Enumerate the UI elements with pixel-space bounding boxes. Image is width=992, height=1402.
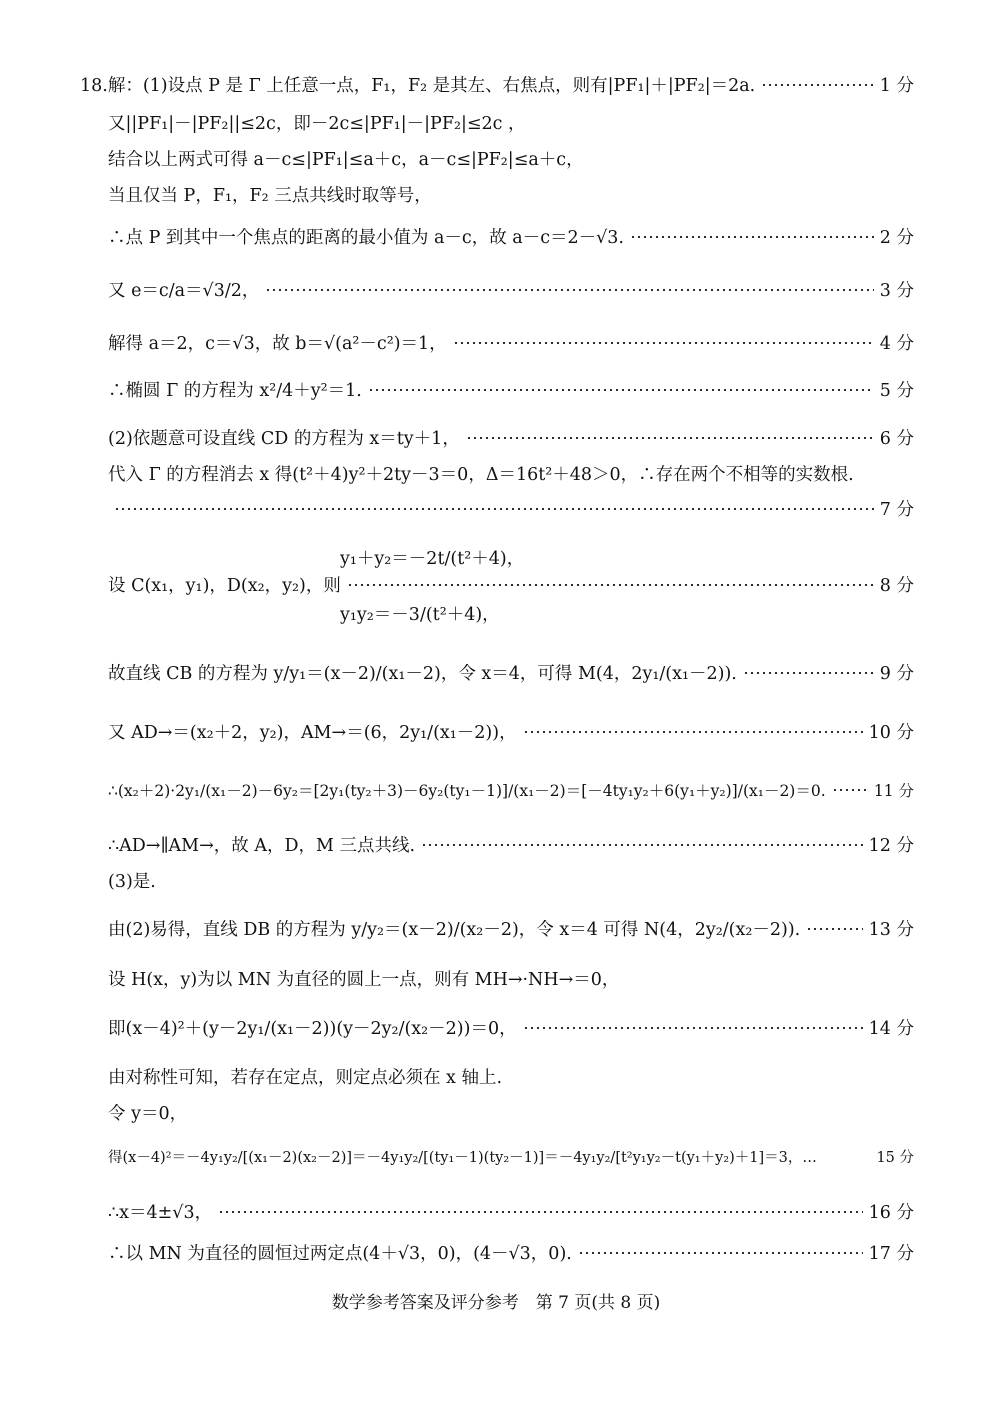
score-mark: 13 分: [868, 920, 914, 940]
dot-leader: [265, 289, 873, 291]
solution-line-1: 18.解：(1)设点 P 是 Γ 上任意一点，F₁，F₂ 是其左、右焦点，则有|PF₁|＋|PF₂|＝2a. 1 分: [80, 72, 914, 97]
dot-leader: [523, 731, 863, 733]
dot-leader: [832, 789, 868, 791]
score-mark: 7 分: [879, 500, 914, 520]
solution-line-17: ∴(x₂＋2)·2y₁/(x₁－2)－6y₂＝[2y₁(ty₂＋3)－6y₂(ty₁－1)]/(x₁－2)＝[－4ty₁y₂＋6(y₁＋y₂)]/(x₁－2)＝0. 11 分: [108, 779, 914, 801]
solution-line-6: 又 e＝c/a＝√3/2， 3 分: [108, 277, 914, 302]
solution-line-3: 结合以上两式可得 a－c≤|PF₁|≤a＋c，a－c≤|PF₂|≤a＋c，: [108, 150, 584, 170]
solution-line-5: ∴点 P 到其中一个焦点的距离的最小值为 a－c，故 a－c＝2－√3. 2 分: [108, 224, 914, 249]
solution-line-7: 解得 a＝2，c＝√3，故 b＝√(a²－c²)＝1， 4 分: [108, 330, 914, 355]
solution-line-25: 得(x－4)²＝－4y₁y₂/[(x₁－2)(x₂－2)]＝－4y₁y₂/[(ty₁－1)(ty₂－1)]＝－4y₁y₂/[t²y₁y₂－t(y₁＋y₂)＋1]＝3，… 15 分: [108, 1146, 914, 1167]
score-mark: 3 分: [879, 281, 914, 301]
score-mark: 11 分: [873, 782, 914, 800]
score-mark: 9 分: [879, 664, 914, 684]
solution-line-26: ∴x＝4±√3， 16 分: [108, 1199, 914, 1224]
score-mark: 10 分: [868, 723, 914, 743]
score-mark: 16 分: [868, 1203, 914, 1223]
solution-line-15: 故直线 CB 的方程为 y/y₁＝(x－2)/(x₁－2)，令 x＝4，可得 M(4，2y₁/(x₁－2)). 9 分: [108, 660, 914, 685]
solution-line-13: 设 C(x₁，y₁)，D(x₂，y₂)，则 8 分: [108, 572, 914, 597]
page-footer: 数学参考答案及评分参考 第 7 页(共 8 页): [331, 1293, 661, 1313]
score-mark: 14 分: [868, 1019, 914, 1039]
dot-leader: [578, 1252, 863, 1254]
dot-leader: [421, 844, 863, 846]
dot-leader: [743, 672, 874, 674]
dot-leader: [114, 508, 874, 510]
score-mark: 5 分: [879, 381, 914, 401]
solution-line-9: (2)依题意可设直线 CD 的方程为 x＝ty＋1， 6 分: [108, 425, 914, 450]
solution-line-11: [108, 496, 914, 521]
solution-line-21: 设 H(x，y)为以 MN 为直径的圆上一点，则有 MH→·NH→＝0，: [108, 970, 620, 990]
dot-leader: [218, 1211, 863, 1213]
solution-line-2: 又||PF₁|－|PF₂||≤2c，即－2c≤|PF₁|－|PF₂|≤2c ，: [108, 114, 526, 134]
dot-leader: [347, 584, 874, 586]
solution-line-22: 即(x－4)²＋(y－2y₁/(x₁－2))(y－2y₂/(x₂－2))＝0， 14 分: [108, 1015, 914, 1040]
solution-line-8: ∴椭圆 Γ 的方程为 x²/4＋y²＝1. 5 分: [108, 377, 914, 402]
dot-leader: [630, 236, 874, 238]
dot-leader: [523, 1027, 863, 1029]
solution-line-14: y₁y₂＝－3/(t²＋4)，: [340, 605, 500, 625]
dot-leader: [466, 437, 874, 439]
solution-line-24: 令 y＝0，: [108, 1104, 188, 1124]
solution-line-20: 由(2)易得，直线 DB 的方程为 y/y₂＝(x－2)/(x₂－2)，令 x＝4 可得 N(4，2y₂/(x₂－2)). 13 分: [108, 916, 914, 941]
solution-line-27: ∴以 MN 为直径的圆恒过两定点(4＋√3，0)，(4－√3，0). 17 分: [108, 1240, 914, 1265]
dot-leader: [368, 389, 874, 391]
solution-line-23: 由对称性可知，若存在定点，则定点必须在 x 轴上.: [108, 1068, 503, 1088]
solution-line-4: 当且仅当 P，F₁，F₂ 三点共线时取等号，: [108, 186, 432, 206]
score-mark: 1 分: [879, 76, 914, 96]
score-mark: 6 分: [879, 429, 914, 449]
solution-line-10: 代入 Γ 的方程消去 x 得(t²＋4)y²＋2ty－3＝0，Δ＝16t²＋48＞0，∴存在两个不相等的实数根.: [108, 465, 854, 485]
solution-line-19: (3)是.: [108, 872, 156, 892]
dot-leader: [453, 342, 874, 344]
score-mark: 8 分: [879, 576, 914, 596]
score-mark: 12 分: [868, 836, 914, 856]
dot-leader: [806, 928, 862, 930]
score-mark: 4 分: [879, 334, 914, 354]
score-mark: 17 分: [868, 1244, 914, 1264]
score-mark: 2 分: [879, 228, 914, 248]
solution-line-18: ∴AD→∥AM→，故 A，D，M 三点共线. 12 分: [108, 832, 914, 857]
score-mark: 15 分: [876, 1150, 914, 1166]
solution-line-16: 又 AD→＝(x₂＋2，y₂)，AM→＝(6，2y₁/(x₁－2))， 10 分: [108, 719, 914, 744]
dot-leader: [761, 84, 874, 86]
solution-line-12: y₁＋y₂＝－2t/(t²＋4)，: [340, 549, 525, 569]
